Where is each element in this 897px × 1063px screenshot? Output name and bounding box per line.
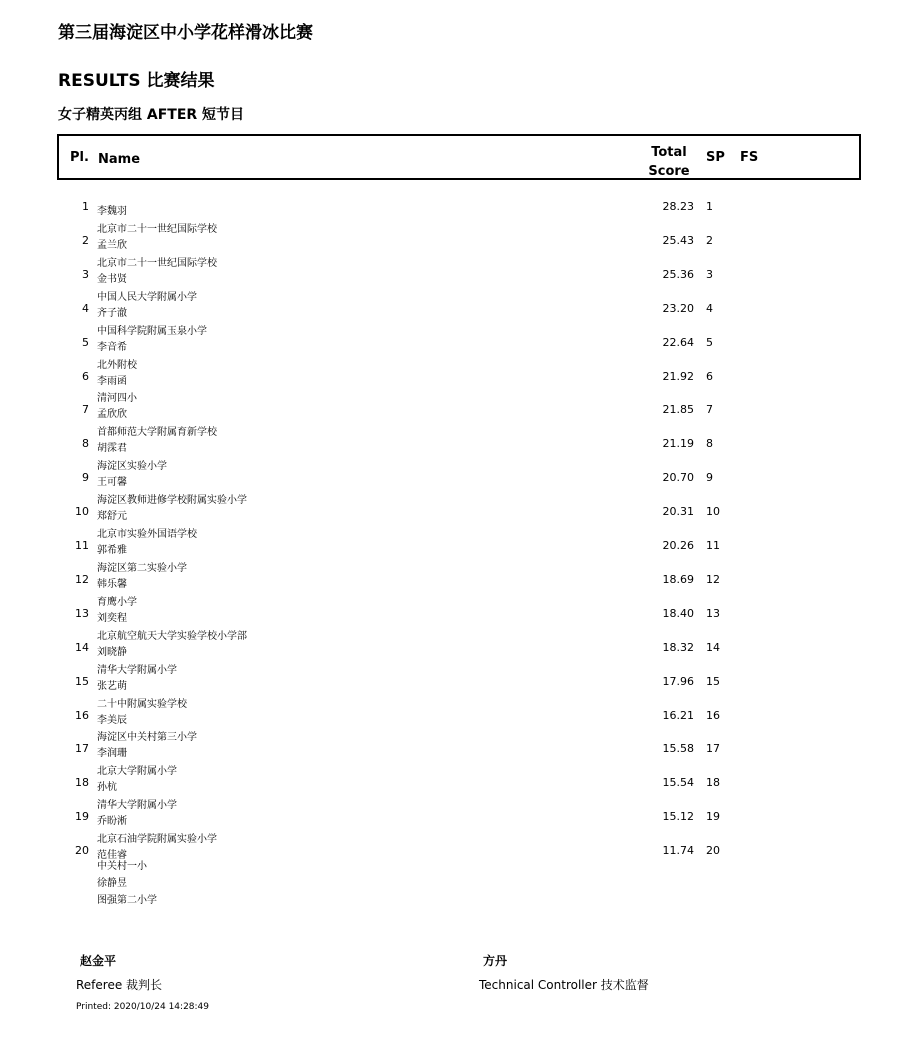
- rank-cell: 8: [82, 437, 89, 451]
- column-header-place: Pl.: [70, 150, 89, 165]
- total-score-cell: 21.85: [662, 403, 694, 417]
- table-row: [0, 627, 897, 657]
- table-row: [0, 457, 897, 487]
- name-cell: 郑舒元: [97, 511, 127, 523]
- table-row: [0, 830, 897, 860]
- table-row: [0, 593, 897, 623]
- table-header: [57, 134, 861, 180]
- rank-cell: 17: [75, 742, 89, 756]
- rank-cell: 9: [82, 471, 89, 485]
- total-score-cell: 16.21: [662, 708, 694, 722]
- rank-cell: 6: [82, 369, 89, 383]
- rank-cell: 3: [82, 267, 89, 281]
- total-score-cell: 23.20: [662, 301, 694, 315]
- total-score-cell: 17.96: [662, 674, 694, 688]
- sp-rank-cell: 5: [706, 335, 713, 349]
- table-row: [0, 728, 897, 758]
- sp-rank-cell: 2: [706, 233, 713, 247]
- table-row: [0, 288, 897, 318]
- rank-cell: 15: [75, 674, 89, 688]
- table-row: [0, 389, 897, 419]
- total-score-cell: 21.92: [662, 369, 694, 383]
- referee-role: Referee 裁判长: [76, 978, 163, 992]
- rank-cell: 12: [75, 572, 89, 586]
- rank-cell: 19: [75, 810, 89, 824]
- rank-cell: 4: [82, 301, 89, 315]
- table-row: [0, 491, 897, 521]
- name-cell: 张艺萌: [97, 680, 127, 692]
- name-cell: 韩乐馨: [97, 578, 127, 590]
- sp-rank-cell: 14: [706, 640, 720, 654]
- total-score-cell: 22.64: [662, 335, 694, 349]
- club-cell: 海淀区中关村第三小学: [97, 732, 197, 744]
- results-title: RESULTS 比赛结果: [58, 71, 215, 91]
- name-cell: 胡霂君: [97, 443, 127, 455]
- column-header-sp: SP: [706, 150, 725, 165]
- rank-cell: 14: [75, 640, 89, 654]
- table-row: [0, 186, 897, 216]
- sp-rank-cell: 18: [706, 776, 720, 790]
- total-score-cell: 20.26: [662, 539, 694, 552]
- table-row: [0, 356, 897, 386]
- sp-rank-cell: 20: [706, 844, 720, 858]
- printed-timestamp: Printed: 2020/10/24 14:28:49: [76, 1002, 210, 1012]
- table-row: [0, 559, 897, 589]
- table-row: [0, 423, 897, 453]
- column-header-total-score: [644, 143, 694, 181]
- sp-rank-cell: 3: [706, 267, 713, 281]
- name-cell: 孟欣欣: [97, 409, 127, 421]
- rank-cell: 20: [75, 844, 89, 858]
- total-score-cell: 15.12: [662, 810, 694, 824]
- column-header-total-line1: Total: [651, 145, 687, 160]
- name-cell: 乔盼淅: [97, 816, 127, 828]
- total-score-cell: 21.19: [662, 437, 694, 451]
- club-cell: 北京石油学院附属实验小学: [97, 834, 217, 846]
- total-score-cell: 18.69: [662, 572, 694, 586]
- club-cell: 北京大学附属小学: [97, 766, 177, 778]
- club-cell: 首都师范大学附属育新学校: [97, 427, 217, 439]
- sp-rank-cell: 15: [706, 674, 720, 688]
- trailing-line: 中关村一小: [97, 861, 147, 872]
- name-cell: 孟兰欣: [97, 239, 127, 251]
- rank-cell: 2: [82, 233, 89, 247]
- sp-rank-cell: 10: [706, 505, 720, 519]
- sp-rank-cell: 6: [706, 369, 713, 383]
- event-title: 第三届海淀区中小学花样滑冰比赛: [58, 23, 313, 43]
- rank-cell: 11: [75, 539, 89, 552]
- name-cell: 郭希雅: [97, 545, 127, 556]
- name-cell: 孙杭: [97, 782, 117, 794]
- total-score-cell: 20.31: [662, 505, 694, 519]
- total-score-cell: 18.40: [662, 606, 694, 620]
- club-cell: 中国科学院附属玉泉小学: [97, 325, 207, 337]
- rank-cell: 1: [82, 200, 89, 213]
- club-cell: 北外附校: [97, 359, 137, 371]
- club-cell: 清河四小: [97, 393, 137, 405]
- name-cell: 李音希: [97, 341, 127, 353]
- column-header-total-line2: Score: [648, 164, 690, 179]
- table-row: [0, 220, 897, 250]
- club-cell: 海淀区实验小学: [97, 461, 167, 473]
- name-cell: 范佳睿: [97, 850, 127, 862]
- club-cell: 北京市二十一世纪国际学校: [97, 223, 217, 235]
- column-header-fs: FS: [740, 150, 759, 165]
- sp-rank-cell: 12: [706, 572, 720, 586]
- rank-cell: 5: [82, 335, 89, 349]
- column-header-name: Name: [98, 152, 141, 167]
- name-cell: 齐子澈: [97, 307, 127, 319]
- sp-rank-cell: 8: [706, 437, 713, 451]
- trailing-line: 图强第二小学: [97, 895, 157, 906]
- club-cell: 清华大学附属小学: [97, 664, 177, 676]
- name-cell: 李魏羽: [97, 206, 127, 217]
- sp-rank-cell: 7: [706, 403, 713, 417]
- sp-rank-cell: 17: [706, 742, 720, 756]
- controller-role: Technical Controller 技术监督: [479, 978, 649, 992]
- club-cell: 育鹰小学: [97, 596, 137, 608]
- sp-rank-cell: 4: [706, 301, 713, 315]
- table-row: [0, 695, 897, 725]
- total-score-cell: 15.54: [662, 776, 694, 790]
- table-row: [0, 254, 897, 284]
- club-cell: 海淀区第二实验小学: [97, 562, 187, 574]
- trailing-line: 徐静昱: [97, 878, 127, 889]
- rank-cell: 16: [75, 708, 89, 722]
- name-cell: 金书贤: [97, 273, 127, 285]
- rank-cell: 13: [75, 606, 89, 620]
- controller-name: 方丹: [483, 954, 508, 968]
- sp-rank-cell: 13: [706, 606, 720, 620]
- name-cell: 刘晓静: [97, 646, 127, 658]
- name-cell: 李润珊: [97, 748, 127, 760]
- total-score-cell: 20.70: [662, 471, 694, 485]
- club-cell: 北京市二十一世纪国际学校: [97, 257, 217, 269]
- sp-rank-cell: 1: [706, 200, 713, 213]
- referee-name: 赵金平: [80, 954, 117, 968]
- club-cell: 北京航空航天大学实验学校小学部: [97, 630, 247, 642]
- total-score-cell: 25.36: [662, 267, 694, 281]
- table-row: [0, 796, 897, 826]
- sp-rank-cell: 9: [706, 471, 713, 485]
- rank-cell: 18: [75, 776, 89, 790]
- total-score-cell: 25.43: [662, 233, 694, 247]
- club-cell: 北京市实验外国语学校: [97, 529, 197, 540]
- club-cell: 清华大学附属小学: [97, 800, 177, 812]
- total-score-cell: 28.23: [662, 200, 694, 213]
- total-score-cell: 15.58: [662, 742, 694, 756]
- table-row: [0, 661, 897, 691]
- sp-rank-cell: 16: [706, 708, 720, 722]
- name-cell: 李雨函: [97, 375, 127, 387]
- name-cell: 王可馨: [97, 477, 127, 489]
- total-score-cell: 11.74: [662, 844, 694, 858]
- table-row: [0, 525, 897, 555]
- table-row: [0, 762, 897, 792]
- total-score-cell: 18.32: [662, 640, 694, 654]
- table-row: [0, 322, 897, 352]
- sp-rank-cell: 19: [706, 810, 720, 824]
- rank-cell: 10: [75, 505, 89, 519]
- name-cell: 刘奕程: [97, 612, 127, 624]
- club-cell: 海淀区教师进修学校附属实验小学: [97, 495, 247, 507]
- rank-cell: 7: [82, 403, 89, 417]
- category-title: 女子精英丙组 AFTER 短节目: [58, 107, 245, 123]
- club-cell: 中国人民大学附属小学: [97, 291, 197, 303]
- club-cell: 二十中附属实验学校: [97, 698, 187, 710]
- name-cell: 李美辰: [97, 714, 127, 726]
- sp-rank-cell: 11: [706, 539, 720, 552]
